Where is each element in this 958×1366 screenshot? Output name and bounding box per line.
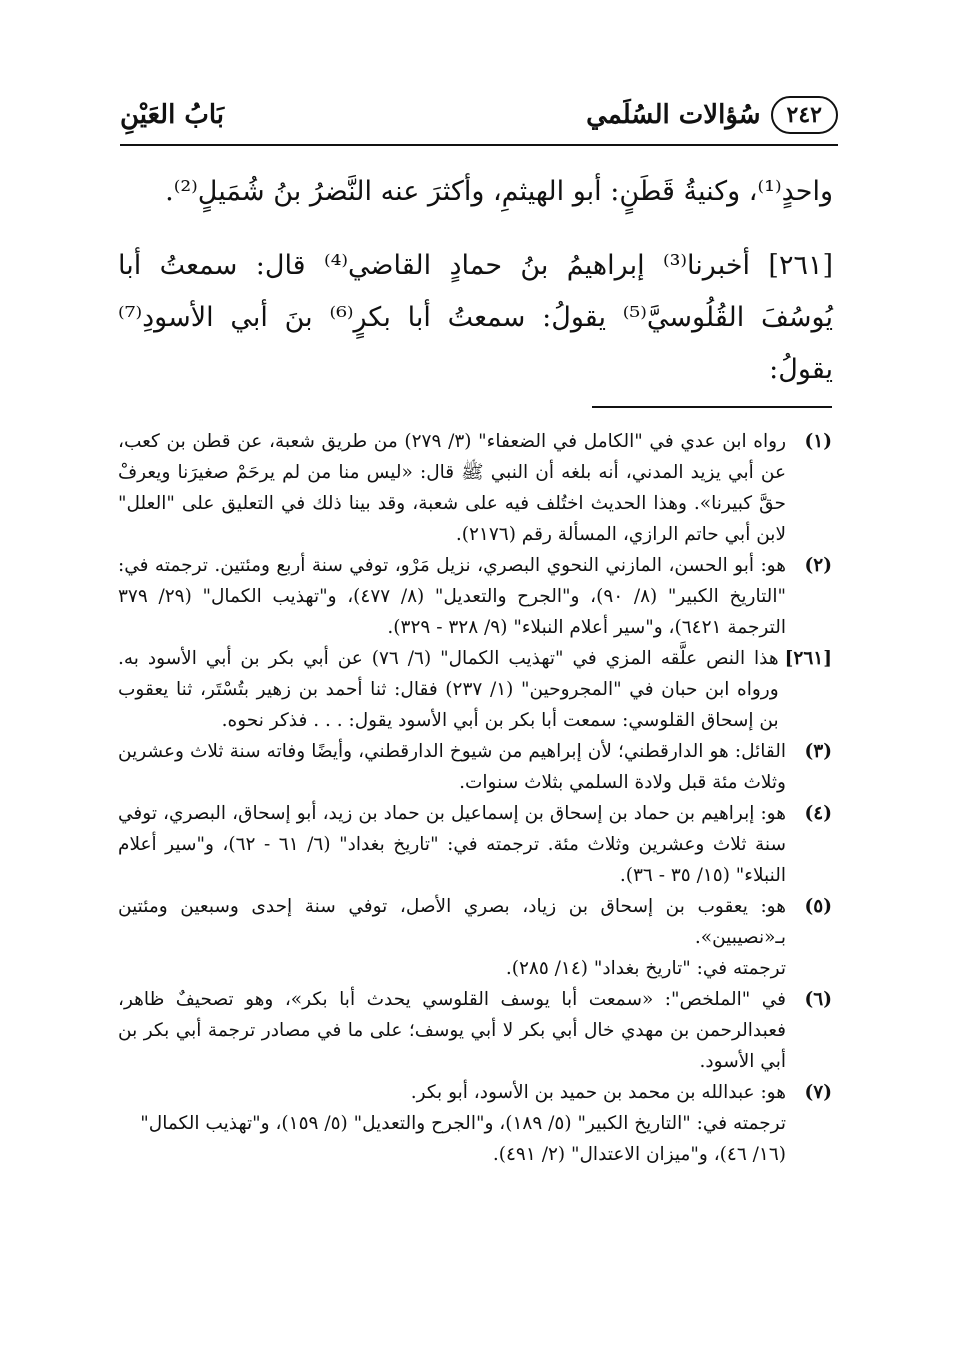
main-text [118, 166, 833, 396]
footnote-label: (٦) [804, 989, 832, 1010]
footnote-label: (٧) [804, 1082, 832, 1103]
header-right-group [586, 96, 838, 134]
footnote-label: (١) [804, 431, 832, 452]
footnote-5-continuation: ترجمته في: "تاريخ بغداد" (١٤/ ٢٨٥). [505, 958, 786, 979]
footnote-2 [118, 550, 832, 643]
footnote-label: (٤) [804, 803, 832, 824]
footnote-text: في "الملخص": «سمعت أبا يوسف القلوسي يحدث أبا بكر»، وهو تصحيفٌ ظاهر، فعبدالرحمن بن مهدي خال أبي بكر لا أبي يوسف؛ على ما في مصادر ترجمة أبي بكر بن أبي الأسود. [118, 989, 786, 1072]
footnote-label: (٣) [804, 741, 832, 762]
book-title: سُؤالات السُلَمي [586, 100, 761, 130]
main-paragraph-2: [٢٦١] أخبرنا⁽³⁾ إبراهيمُ بنُ حمادٍ القاضي⁽⁴⁾ قال: سمعتُ أبا يُوسُفَ القُلُوسيَّ⁽⁵⁾ يقولُ: سمعتُ أبا بكرٍ⁽⁶⁾ بنَ أبي الأسودِ⁽⁷⁾ يقولُ: [118, 250, 834, 385]
footnote-text: هو: إبراهيم بن حماد بن إسحاق بن إسماعيل بن حماد بن زيد، أبو إسحاق، البصري، توفي سنة ثلاث وعشرين وثلاث مئة. ترجمته في: "تاريخ بغداد" (٦/ ٦١ - ٦٢)، و"سير أعلام النبلاء" (١٥/ ٣٥ - ٣٦). [118, 803, 786, 886]
page-number-badge: ٢٤٢ [771, 96, 838, 134]
footnote-5 [118, 891, 832, 953]
main-paragraph-1: واحدٍ⁽¹⁾، وكنيةُ قَطَنٍ: أبو الهيثمِ، وأكثرَ عنه النَّضرُ بنُ شُمَيلٍ⁽²⁾. [165, 176, 833, 207]
running-header [120, 92, 838, 146]
footnote-1 [118, 426, 832, 550]
chapter-title: بَابُ العَيْنِ [120, 100, 225, 130]
footnote-7-continuation: ترجمته في: "التاريخ الكبير" (٥/ ١٨٩)، و"الجرح والتعديل" (٥/ ١٥٩)، و"تهذيب الكمال" (١٦/ ٤٦)، و"ميزان الاعتدال" (٢/ ٤٩١). [140, 1113, 786, 1165]
footnote-label: [٢٦١] [784, 648, 832, 669]
footnote-261 [118, 643, 832, 736]
footnote-separator [592, 406, 832, 408]
footnote-7 [118, 1077, 832, 1108]
footnote-text: رواه ابن عدي في "الكامل في الضعفاء" (٣/ ٢٧٩) من طريق شعبة، عن قطن بن كعب، عن أبي يزيد المدني، أنه بلغه أن النبي ﷺ قال: «ليس منا من لم يرحَمْ صغيرَنا ويعرفْ حقَّ كبيرنا». وهذا الحديث اختُلف فيه على شعبة، وقد بينا ذلك في التعليق على "العلل" لابن أبي حاتم الرازي، المسألة رقم (٢١٧٦). [118, 431, 787, 545]
footnote-text: هو: أبو الحسن، المازني النحوي البصري، نزيل مَرْو، توفي سنة أربع ومئتين. ترجمته في: "التاريخ الكبير" (٨/ ٩٠)، و"الجرح والتعديل" (٨/ ٤٧٧)، و"تهذيب الكمال" (٢٩/ ٣٧٩ الترجمة ٦٤٢١)، و"سير أعلام النبلاء" (٩/ ٣٢٨ - ٣٢٩). [118, 555, 786, 638]
footnote-label: (٢) [804, 555, 832, 576]
footnote-4 [118, 798, 832, 891]
footnote-3 [118, 736, 832, 798]
footnotes [118, 426, 832, 1170]
footnote-text: هو: عبدالله بن محمد بن حميد بن الأسود، أبو بكر. [410, 1082, 786, 1103]
footnote-text: هذا النص علَّقه المزي في "تهذيب الكمال" (٦/ ٧٦) عن أبي بكر بن أبي الأسود به. ورواه ابن حبان في "المجروحين" (١/ ٢٣٧) فقال: ثنا أحمد بن زهير بتُسْتَر، ثنا يعقوب بن إسحاق القلوسي: سمعت أبا بكر بن أبي الأسود يقول: . . . فذكر نحوه. [118, 648, 779, 731]
footnote-text: القائل: هو الدارقطني؛ لأن إبراهيم من شيوخ الدارقطني، وأيضًا وفاته سنة ثلاث وعشرين وثلاث مئة قبل ولادة السلمي بثلاث سنوات. [118, 741, 786, 793]
footnote-6 [118, 984, 832, 1077]
footnote-text: هو: يعقوب بن إسحاق بن زياد، بصري الأصل، توفي سنة إحدى وسبعين ومئتين بـ«نصيبين». [118, 896, 786, 948]
footnote-label: (٥) [804, 896, 832, 917]
